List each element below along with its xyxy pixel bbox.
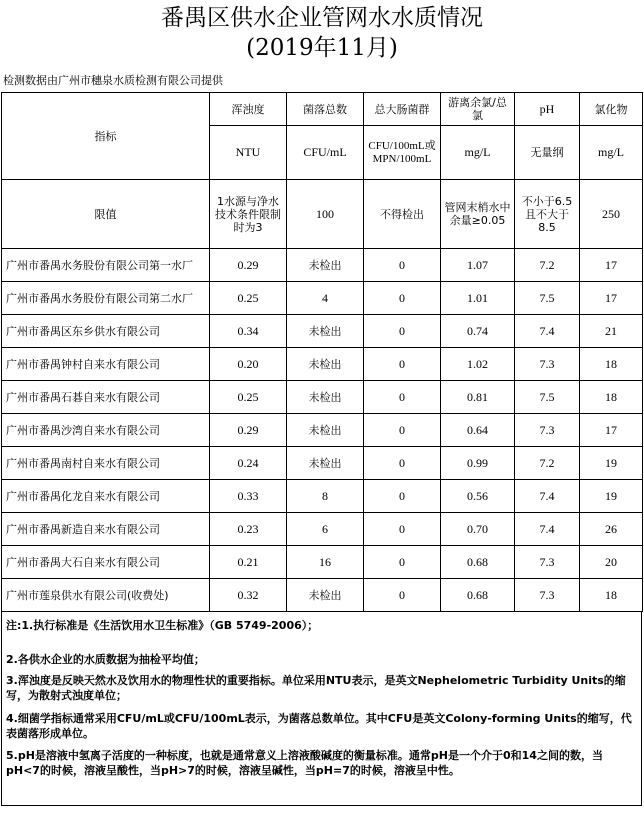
table-cell: 未检出 — [287, 579, 364, 612]
table-cell: 0 — [364, 381, 441, 414]
company-name: 广州市番禺沙湾自来水有限公司 — [2, 414, 210, 447]
unit-colony-count: CFU/mL — [287, 126, 364, 180]
table-row — [2, 315, 643, 348]
table-cell: 7.4 — [515, 480, 580, 513]
table-cell: 0.25 — [210, 381, 287, 414]
note-4: 4.细菌学指标通常采用CFU/mL或CFU/100mL表示，为菌落总数单位。其中CFU是英文Colony-forming Units的缩写，代表菌落形成单位。 — [6, 712, 632, 740]
table-cell: 0.33 — [210, 480, 287, 513]
table-cell: 0 — [364, 282, 441, 315]
table-cell: 7.3 — [515, 579, 580, 612]
table-cell: 0 — [364, 249, 441, 282]
table-cell: 0 — [364, 414, 441, 447]
table-cell: 0.81 — [441, 381, 515, 414]
table-cell: 0 — [364, 546, 441, 579]
company-name: 广州市番禺石碁自来水有限公司 — [2, 381, 210, 414]
table-cell: 7.2 — [515, 249, 580, 282]
table-cell: 4 — [287, 282, 364, 315]
table-cell: 未检出 — [287, 447, 364, 480]
company-name: 广州市番禺新造自来水有限公司 — [2, 513, 210, 546]
table-cell: 21 — [580, 315, 643, 348]
company-name: 广州市莲泉供水有限公司(收费处) — [2, 579, 210, 612]
table-row — [2, 447, 643, 480]
report-period: (2019年11月) — [246, 35, 398, 61]
table-cell: 16 — [287, 546, 364, 579]
table-cell: 未检出 — [287, 315, 364, 348]
data-source-note: 检测数据由广州市穗泉水质检测有限公司提供 — [3, 74, 223, 87]
limit-colony-count: 100 — [287, 180, 364, 249]
table-cell: 0.20 — [210, 348, 287, 381]
table-cell: 0 — [364, 480, 441, 513]
table-cell: 7.2 — [515, 447, 580, 480]
table-cell: 19 — [580, 480, 643, 513]
table-cell: 7.4 — [515, 513, 580, 546]
table-row — [2, 282, 643, 315]
table-cell: 18 — [580, 348, 643, 381]
table-row — [2, 546, 643, 579]
table-cell: 0.23 — [210, 513, 287, 546]
table-row — [2, 480, 643, 513]
note-1: 注:1.执行标准是《生活饮用水卫生标准》（GB 5749-2006）； — [6, 619, 319, 632]
column-header-colony-count: 菌落总数 — [287, 93, 364, 126]
column-header-ph: pH — [515, 93, 580, 126]
table-row — [2, 579, 643, 612]
notes-section — [1, 611, 642, 806]
table-cell: 未检出 — [287, 414, 364, 447]
table-cell: 0.21 — [210, 546, 287, 579]
table-cell: 18 — [580, 381, 643, 414]
table-cell: 0.29 — [210, 414, 287, 447]
column-header-chlorine: 游离余氯/总氯 — [441, 93, 515, 126]
table-cell: 0.70 — [441, 513, 515, 546]
table-cell: 7.3 — [515, 348, 580, 381]
page-title: 番禺区供水企业管网水水质情况 — [161, 5, 483, 31]
table-cell: 0.25 — [210, 282, 287, 315]
table-cell: 0.56 — [441, 480, 515, 513]
water-quality-table — [1, 92, 643, 612]
table-cell: 0 — [364, 348, 441, 381]
unit-chloride: mg/L — [580, 126, 643, 180]
limit-label: 限值 — [2, 180, 210, 249]
limit-chloride: 250 — [580, 180, 643, 249]
limit-coliform: 不得检出 — [364, 180, 441, 249]
table-cell: 7.5 — [515, 282, 580, 315]
table-cell: 0.64 — [441, 414, 515, 447]
table-cell: 0 — [364, 513, 441, 546]
table-cell: 0 — [364, 579, 441, 612]
table-cell: 1.07 — [441, 249, 515, 282]
table-cell: 0.99 — [441, 447, 515, 480]
table-cell: 0.68 — [441, 546, 515, 579]
table-cell: 7.4 — [515, 315, 580, 348]
table-cell: 7.3 — [515, 546, 580, 579]
table-cell: 1.02 — [441, 348, 515, 381]
table-cell: 17 — [580, 282, 643, 315]
note-5: 5.pH是溶液中氢离子活度的一种标度，也就是通常意义上溶液酸碱度的衡量标准。通常pH是一个介于0和14之间的数，当pH<7的时候，溶液呈酸性，当pH>7的时候，溶液呈碱性，当pH=7的时候，溶液呈中性。 — [6, 749, 603, 777]
table-cell: 未检出 — [287, 249, 364, 282]
company-name: 广州市番禺水务股份有限公司第一水厂 — [2, 249, 210, 282]
table-cell: 17 — [580, 414, 643, 447]
table-cell: 17 — [580, 249, 643, 282]
table-cell: 0.32 — [210, 579, 287, 612]
limit-ph: 不小于6.5且不大于8.5 — [515, 180, 580, 249]
company-name: 广州市番禺水务股份有限公司第二水厂 — [2, 282, 210, 315]
table-cell: 0 — [364, 447, 441, 480]
unit-ph: 无量纲 — [515, 126, 580, 180]
table-cell: 0 — [364, 315, 441, 348]
indicator-header: 指标 — [2, 93, 210, 180]
table-cell: 0.68 — [441, 579, 515, 612]
company-name: 广州市番禺大石自来水有限公司 — [2, 546, 210, 579]
table-cell: 0.29 — [210, 249, 287, 282]
table-row — [2, 249, 643, 282]
company-name: 广州市番禺钟村自来水有限公司 — [2, 348, 210, 381]
table-row — [2, 414, 643, 447]
table-cell: 0.24 — [210, 447, 287, 480]
table-cell: 8 — [287, 480, 364, 513]
table-cell: 18 — [580, 579, 643, 612]
table-cell: 0.34 — [210, 315, 287, 348]
unit-turbidity: NTU — [210, 126, 287, 180]
table-cell: 7.3 — [515, 414, 580, 447]
column-header-chloride: 氯化物 — [580, 93, 643, 126]
limit-chlorine: 管网末梢水中余量≥0.05 — [441, 180, 515, 249]
table-cell: 19 — [580, 447, 643, 480]
company-name: 广州市番禺南村自来水有限公司 — [2, 447, 210, 480]
company-name: 广州市番禺化龙自来水有限公司 — [2, 480, 210, 513]
limit-turbidity: 1水源与净水技术条件限制时为3 — [210, 180, 287, 249]
note-2: 2.各供水企业的水质数据为抽检平均值； — [6, 653, 205, 666]
table-row — [2, 348, 643, 381]
table-row — [2, 513, 643, 546]
table-row — [2, 381, 643, 414]
note-3: 3.浑浊度是反映天然水及饮用水的物理性状的重要指标。单位采用NTU表示，是英文Nephelometric Turbidity Units的缩写，为散射式浊度单位； — [6, 674, 626, 702]
column-header-turbidity: 浑浊度 — [210, 93, 287, 126]
unit-chlorine: mg/L — [441, 126, 515, 180]
table-cell: 1.01 — [441, 282, 515, 315]
table-cell: 26 — [580, 513, 643, 546]
table-cell: 0.74 — [441, 315, 515, 348]
table-cell: 未检出 — [287, 348, 364, 381]
unit-coliform: CFU/100mL或MPN/100mL — [364, 126, 441, 180]
table-cell: 6 — [287, 513, 364, 546]
company-name: 广州市番禺区东乡供水有限公司 — [2, 315, 210, 348]
table-cell: 7.5 — [515, 381, 580, 414]
column-header-coliform: 总大肠菌群 — [364, 93, 441, 126]
table-cell: 未检出 — [287, 381, 364, 414]
table-cell: 20 — [580, 546, 643, 579]
